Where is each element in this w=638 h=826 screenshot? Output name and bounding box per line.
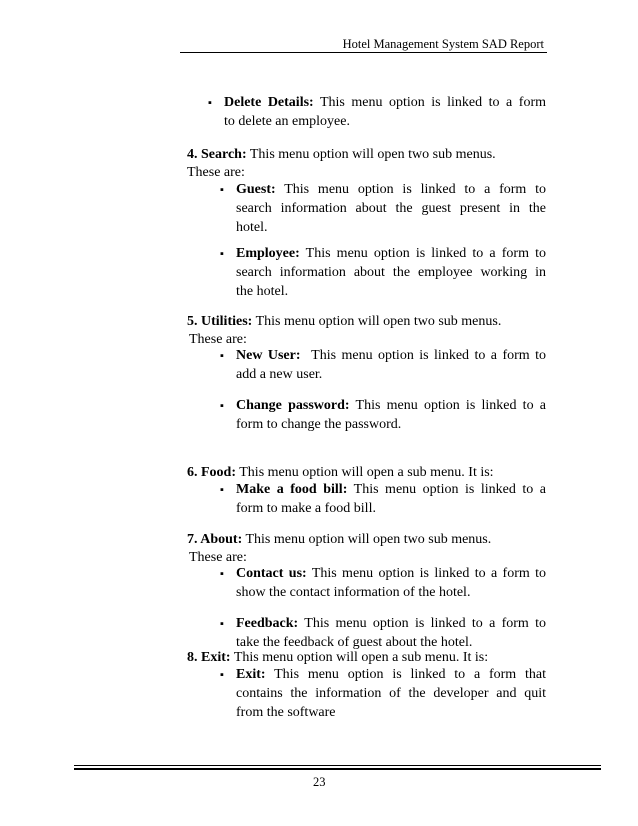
- about-these-are: These are:: [189, 550, 247, 565]
- food-heading: 6. Food: This menu option will open a sub menu. It is:: [187, 465, 494, 480]
- employee-line2: search information about the employee working in: [236, 265, 546, 280]
- feedback-line2: take the feedback of guest about the hotel.: [236, 635, 473, 650]
- employee-line3: the hotel.: [236, 284, 289, 299]
- exit-line2: contains the information of the developer and quit: [236, 686, 546, 701]
- bullet-icon: ▪: [208, 97, 212, 109]
- change-password-line1: Change password: This menu option is linked to a: [236, 398, 546, 413]
- food-bill-line1: Make a food bill: This menu option is linked to a: [236, 482, 546, 497]
- bullet-icon: ▪: [220, 350, 224, 362]
- bullet-icon: ▪: [220, 248, 224, 260]
- guest-line1: Guest: This menu option is linked to a form to: [236, 182, 547, 197]
- page-number: 23: [313, 775, 326, 789]
- bullet-icon: ▪: [220, 484, 224, 496]
- exit-line3: from the software: [236, 705, 336, 720]
- delete-details-line2: to delete an employee.: [224, 114, 350, 129]
- about-heading: 7. About: This menu option will open two sub menus.: [187, 532, 492, 547]
- feedback-line1: Feedback: This menu option is linked to a form to: [236, 616, 547, 631]
- bullet-icon: ▪: [220, 669, 224, 681]
- new-user-line2: add a new user.: [236, 367, 323, 382]
- delete-details-line1: Delete Details: This menu option is linked to a form: [224, 95, 546, 110]
- footer-rule: [74, 765, 601, 766]
- change-password-line2: form to change the password.: [236, 417, 402, 432]
- exit-line1: Exit: This menu option is linked to a form that: [236, 667, 546, 682]
- header-rule: [180, 52, 547, 53]
- exit-heading: 8. Exit: This menu option will open a sub menu. It is:: [187, 650, 489, 665]
- guest-line3: hotel.: [236, 220, 268, 235]
- food-bill-line2: form to make a food bill.: [236, 501, 376, 516]
- bullet-icon: ▪: [220, 400, 224, 412]
- search-heading: 4. Search: This menu option will open two sub menus.: [187, 147, 496, 162]
- guest-line2: search information about the guest present in the: [236, 201, 546, 216]
- bullet-icon: ▪: [220, 618, 224, 630]
- new-user-line1: New User: This menu option is linked to a form to: [236, 348, 547, 363]
- bullet-icon: ▪: [220, 568, 224, 580]
- utilities-these-are: These are:: [189, 332, 247, 347]
- search-these-are: These are:: [187, 165, 245, 180]
- bullet-icon: ▪: [220, 184, 224, 196]
- contact-us-line2: show the contact information of the hotel.: [236, 585, 471, 600]
- contact-us-line1: Contact us: This menu option is linked to a form to: [236, 566, 546, 581]
- footer-rule-thick: [74, 768, 601, 770]
- utilities-heading: 5. Utilities: This menu option will open two sub menus.: [187, 314, 502, 329]
- employee-line1: Employee: This menu option is linked to a form to: [236, 246, 547, 261]
- running-header: Hotel Management System SAD Report: [342, 37, 544, 51]
